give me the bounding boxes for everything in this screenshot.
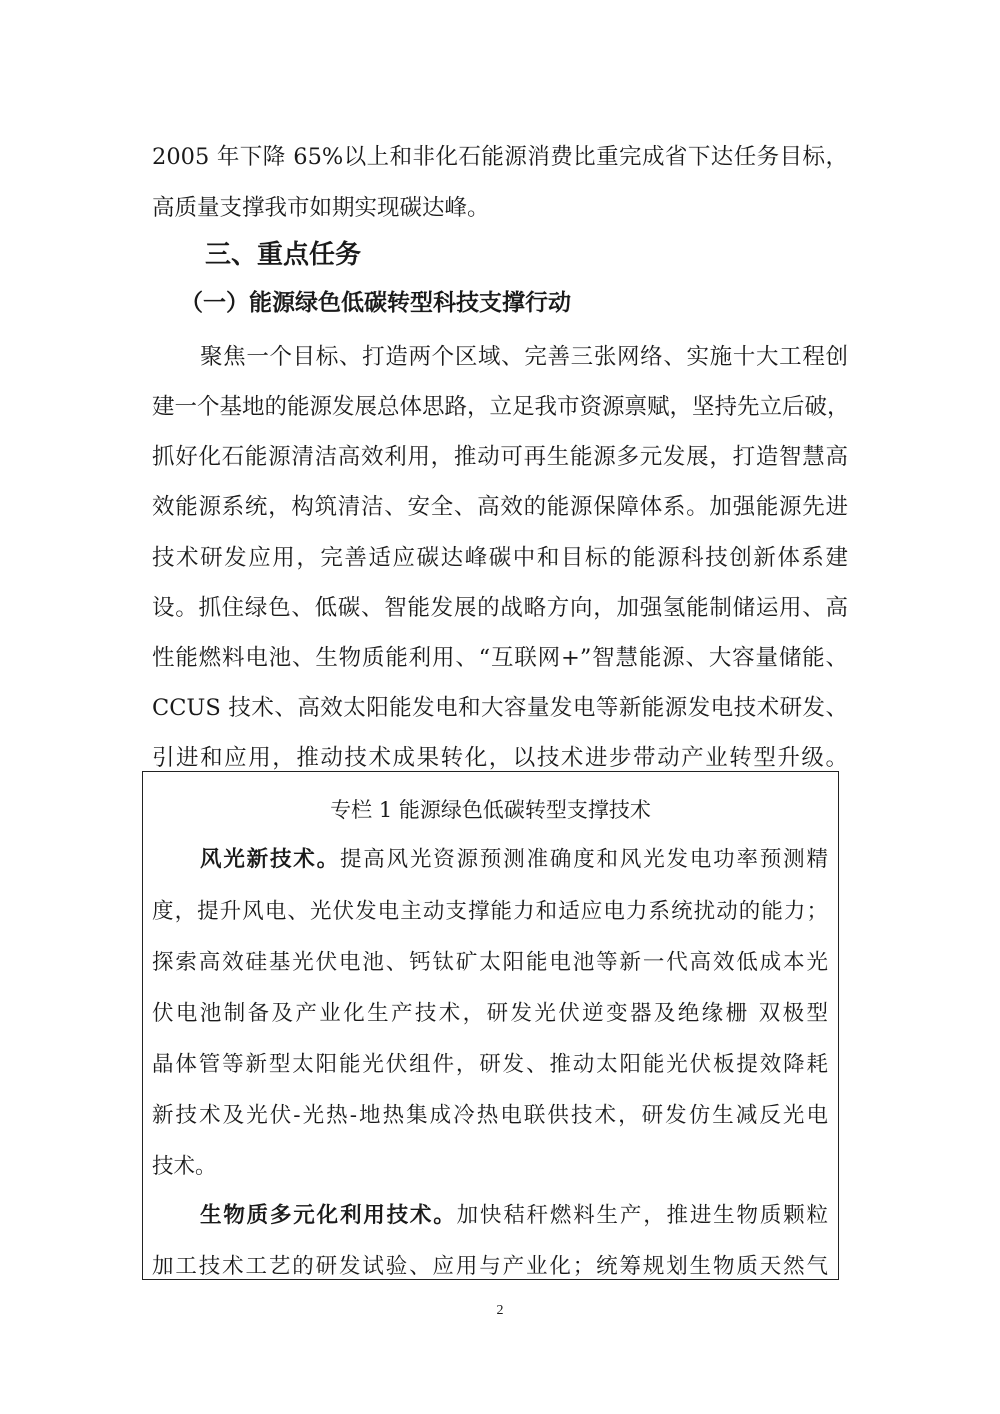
box-item1-heading: 风光新技术。: [200, 847, 340, 872]
box-item1-line-3: 探索高效硅基光伏电池、钙钛矿太阳能电池等新一代高效低成本光: [152, 950, 828, 975]
box-item1-line-7: 技术。: [152, 1154, 217, 1179]
paragraph-line-8: CCUS 技术、高效太阳能发电和大容量发电等新能源发电技术研发、: [152, 695, 848, 721]
box-item1-first-line: [200, 849, 828, 871]
page-number: 2: [496, 1303, 504, 1318]
box-item2-first-line: [200, 1205, 828, 1227]
paragraph-line-5: 技术研发应用，完善适应碳达峰碳中和目标的能源科技创新体系建: [152, 545, 848, 571]
box-item1-line-6: 新技术及光伏-光热-地热集成冷热电联供技术，研发仿生减反光电: [152, 1103, 828, 1128]
box-title: 专栏 1 能源绿色低碳转型支撑技术: [330, 798, 651, 822]
box-item2-heading: 生物质多元化利用技术。: [200, 1203, 457, 1228]
box-item1-line-4: 伏电池制备及产业化生产技术，研发光伏逆变器及绝缘栅 双极型: [152, 1001, 828, 1026]
paragraph-line-7: 性能燃料电池、生物质能利用、“互联网+”智慧能源、大容量储能、: [152, 645, 848, 671]
box-item1-line-2: 度，提升风电、光伏发电主动支撑能力和适应电力系统扰动的能力；: [152, 899, 828, 924]
paragraph-line-4: 效能源系统，构筑清洁、安全、高效的能源保障体系。加强能源先进: [152, 494, 848, 520]
intro-line-2: 高质量支撑我市如期实现碳达峰。: [152, 195, 490, 221]
box-item2-first-text: 加快秸秆燃料生产，推进生物质颗粒: [456, 1203, 828, 1228]
box-item1-first-text: 提高风光资源预测准确度和风光发电功率预测精: [339, 847, 828, 872]
paragraph-line-1: 聚焦一个目标、打造两个区域、完善三张网络、实施十大工程创: [200, 344, 848, 370]
paragraph-line-9: 引进和应用，推动技术成果转化，以技术进步带动产业转型升级。: [152, 745, 848, 771]
box-item2-line-2: 加工技术工艺的研发试验、应用与产业化；统筹规划生物质天然气: [152, 1254, 828, 1279]
subsection-heading: （一）能源绿色低碳转型科技支撑行动: [180, 290, 571, 316]
intro-line-1: 2005 年下降 65%以上和非化石能源消费比重完成省下达任务目标，: [152, 144, 848, 170]
box-item1-line-5: 晶体管等新型太阳能光伏组件，研发、推动太阳能光伏板提效降耗: [152, 1052, 828, 1077]
section-heading: 三、重点任务: [205, 240, 362, 270]
paragraph-line-6: 设。抓住绿色、低碳、智能发展的战略方向，加强氢能制储运用、高: [152, 595, 848, 621]
paragraph-line-2: 建一个基地的能源发展总体思路，立足我市资源禀赋，坚持先立后破，: [152, 394, 850, 420]
paragraph-line-3: 抓好化石能源清洁高效利用，推动可再生能源多元发展，打造智慧高: [152, 444, 848, 470]
